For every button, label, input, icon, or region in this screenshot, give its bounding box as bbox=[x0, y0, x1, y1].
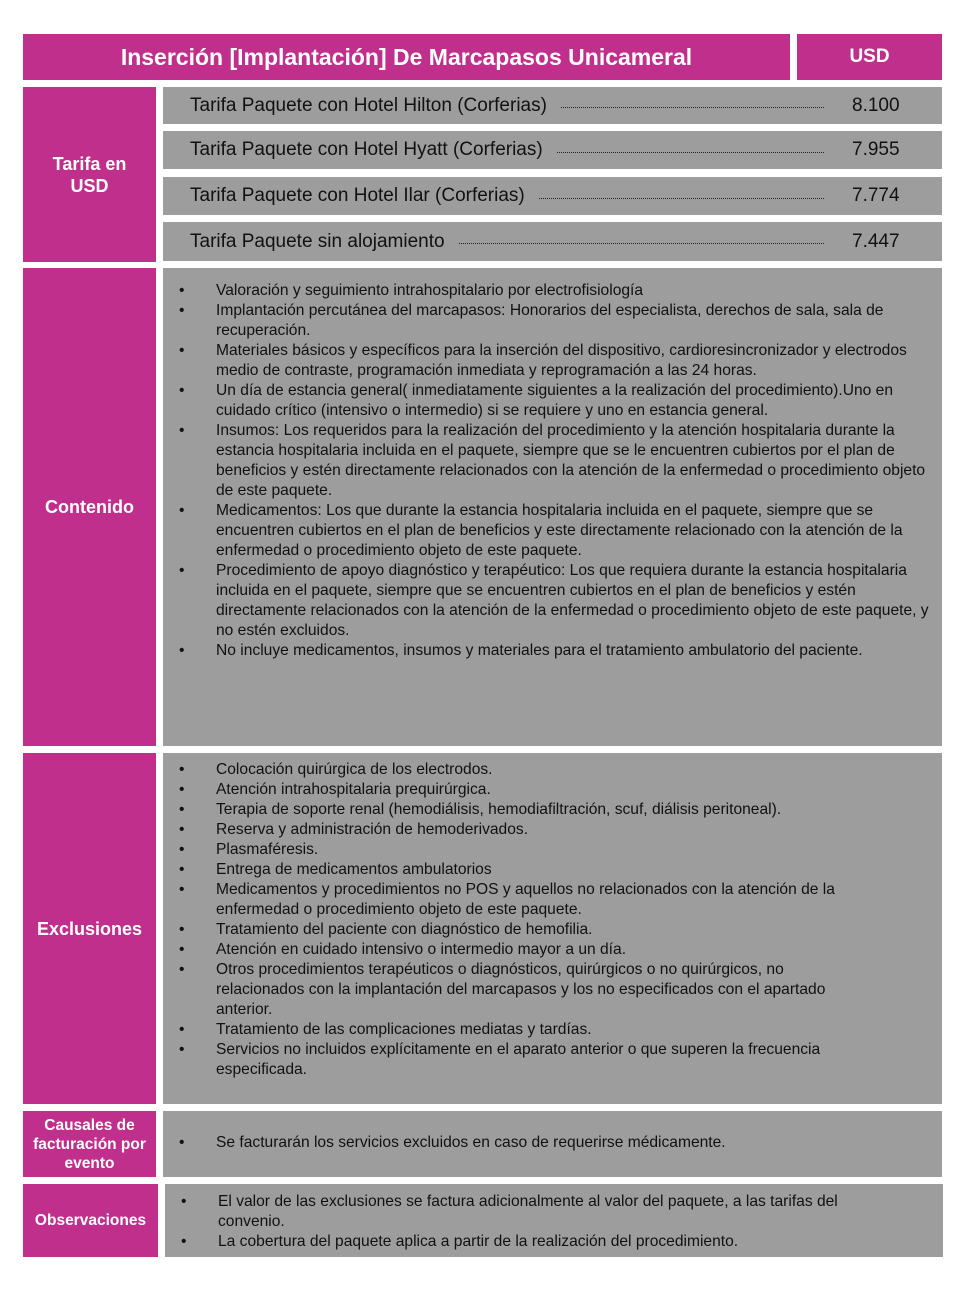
tarifa-label-text: Tarifa en USD bbox=[52, 153, 127, 196]
list-item: • Colocación quirúrgica de los electrodos. bbox=[163, 760, 857, 780]
exclusiones-list bbox=[163, 760, 857, 1080]
page-title: Inserción [Implantación] De Marcapasos Unicameral bbox=[23, 34, 790, 80]
rate-row bbox=[163, 87, 942, 124]
rate-price: 7.955 bbox=[852, 139, 900, 160]
causales-label-text: Causales de facturación por evento bbox=[33, 1116, 146, 1172]
exclusiones-label: Exclusiones bbox=[23, 753, 156, 1104]
exclusiones-panel bbox=[163, 753, 942, 1104]
list-item: • Procedimiento de apoyo diagnóstico y terapéutico: Los que requiera durante la estancia hospitalaria incluida en el paquete, siempre que se encuentren cubiertos en el plan de beneficios y estén directamente relacionados con la atención de la enfermedad o procedimiento objeto de este paquete, y no estén excluidos. bbox=[163, 561, 930, 641]
observaciones-label: Observaciones bbox=[23, 1184, 158, 1257]
list-item: • Atención en cuidado intensivo o intermedio mayor a un día. bbox=[163, 940, 857, 960]
rate-price: 7.447 bbox=[852, 230, 900, 252]
dot-leader bbox=[539, 198, 824, 199]
rate-row bbox=[163, 222, 942, 261]
causales-label bbox=[23, 1111, 156, 1177]
list-item: • Materiales básicos y específicos para la inserción del dispositivo, cardioresincronizador y electrodos medio de contraste, programación inmediata y reprogramación a las 24 horas. bbox=[163, 341, 930, 381]
list-item: • Medicamentos: Los que durante la estancia hospitalaria incluida en el paquete, siempre que se encuentren cubiertos en el plan de beneficios y este directamente relacionado con la atención de la enfermedad o procedimiento objeto de este paquete. bbox=[163, 501, 930, 561]
rate-price: 8.100 bbox=[852, 94, 900, 116]
list-item: • Reserva y administración de hemoderivados. bbox=[163, 820, 857, 840]
tarifa-label bbox=[23, 87, 156, 262]
contenido-list bbox=[163, 281, 930, 661]
list-item: • El valor de las exclusiones se factura adicionalmente al valor del paquete, a las tarifas del convenio. bbox=[165, 1192, 883, 1232]
rate-name: Tarifa Paquete con Hotel Ilar (Corferias) bbox=[190, 185, 525, 206]
list-item: • Valoración y seguimiento intrahospitalario por electrofisiología bbox=[163, 281, 930, 301]
list-item: • Servicios no incluidos explícitamente en el aparato anterior o que superen la frecuencia especificada. bbox=[163, 1040, 857, 1080]
causales-list bbox=[163, 1133, 930, 1153]
list-item: • Tratamiento de las complicaciones mediatas y tardías. bbox=[163, 1020, 857, 1040]
list-item: • Un día de estancia general( inmediatamente siguientes a la realización del procedimiento).Uno en cuidado crítico (intensivo o intermedio) si se requiere y uno en estancia general. bbox=[163, 381, 930, 421]
observaciones-panel bbox=[165, 1184, 943, 1257]
list-item: • Insumos: Los requeridos para la realización del procedimiento y la atención hospitalaria durante la estancia hospitalaria incluida en el paquete, siempre que se le encuentren cubiertos por el plan de beneficios y estén directamente relacionados con la atención de la enfermedad o procedimiento objeto de este paquete. bbox=[163, 421, 930, 501]
rate-name: Tarifa Paquete con Hotel Hyatt (Corferias) bbox=[190, 139, 543, 160]
list-item: • La cobertura del paquete aplica a partir de la realización del procedimiento. bbox=[165, 1232, 883, 1252]
rate-price: 7.774 bbox=[852, 185, 900, 206]
dot-leader bbox=[557, 152, 824, 153]
rate-name: Tarifa Paquete con Hotel Hilton (Corferias) bbox=[190, 94, 547, 116]
contenido-panel bbox=[163, 268, 942, 746]
causales-panel bbox=[163, 1111, 942, 1177]
rate-name: Tarifa Paquete sin alojamiento bbox=[190, 230, 445, 252]
list-item: • Atención intrahospitalaria prequirúrgica. bbox=[163, 780, 857, 800]
list-item: • Implantación percutánea del marcapasos: Honorarios del especialista, derechos de sala, sala de recuperación. bbox=[163, 301, 930, 341]
contenido-label: Contenido bbox=[23, 268, 156, 746]
list-item: • Otros procedimientos terapéuticos o diagnósticos, quirúrgicos o no quirúrgicos, no relacionados con la implantación del marcapasos y los no especificados con el apartado anterior. bbox=[163, 960, 857, 1020]
list-item: • Tratamiento del paciente con diagnóstico de hemofilia. bbox=[163, 920, 857, 940]
dot-leader bbox=[561, 107, 824, 108]
currency-header: USD bbox=[797, 34, 942, 80]
observaciones-list bbox=[165, 1192, 883, 1252]
list-item: • Medicamentos y procedimientos no POS y aquellos no relacionados con la atención de la enfermedad o procedimiento objeto de este paquete. bbox=[163, 880, 857, 920]
list-item: • Terapia de soporte renal (hemodiálisis, hemodiafiltración, scuf, diálisis peritoneal). bbox=[163, 800, 857, 820]
list-item: • Entrega de medicamentos ambulatorios bbox=[163, 860, 857, 880]
rate-row bbox=[163, 177, 942, 215]
list-item: • Plasmaféresis. bbox=[163, 840, 857, 860]
dot-leader bbox=[459, 243, 824, 244]
list-item: • No incluye medicamentos, insumos y materiales para el tratamiento ambulatorio del paciente. bbox=[163, 641, 930, 661]
list-item: • Se facturarán los servicios excluidos en caso de requerirse médicamente. bbox=[163, 1133, 930, 1153]
rate-row bbox=[163, 131, 942, 169]
